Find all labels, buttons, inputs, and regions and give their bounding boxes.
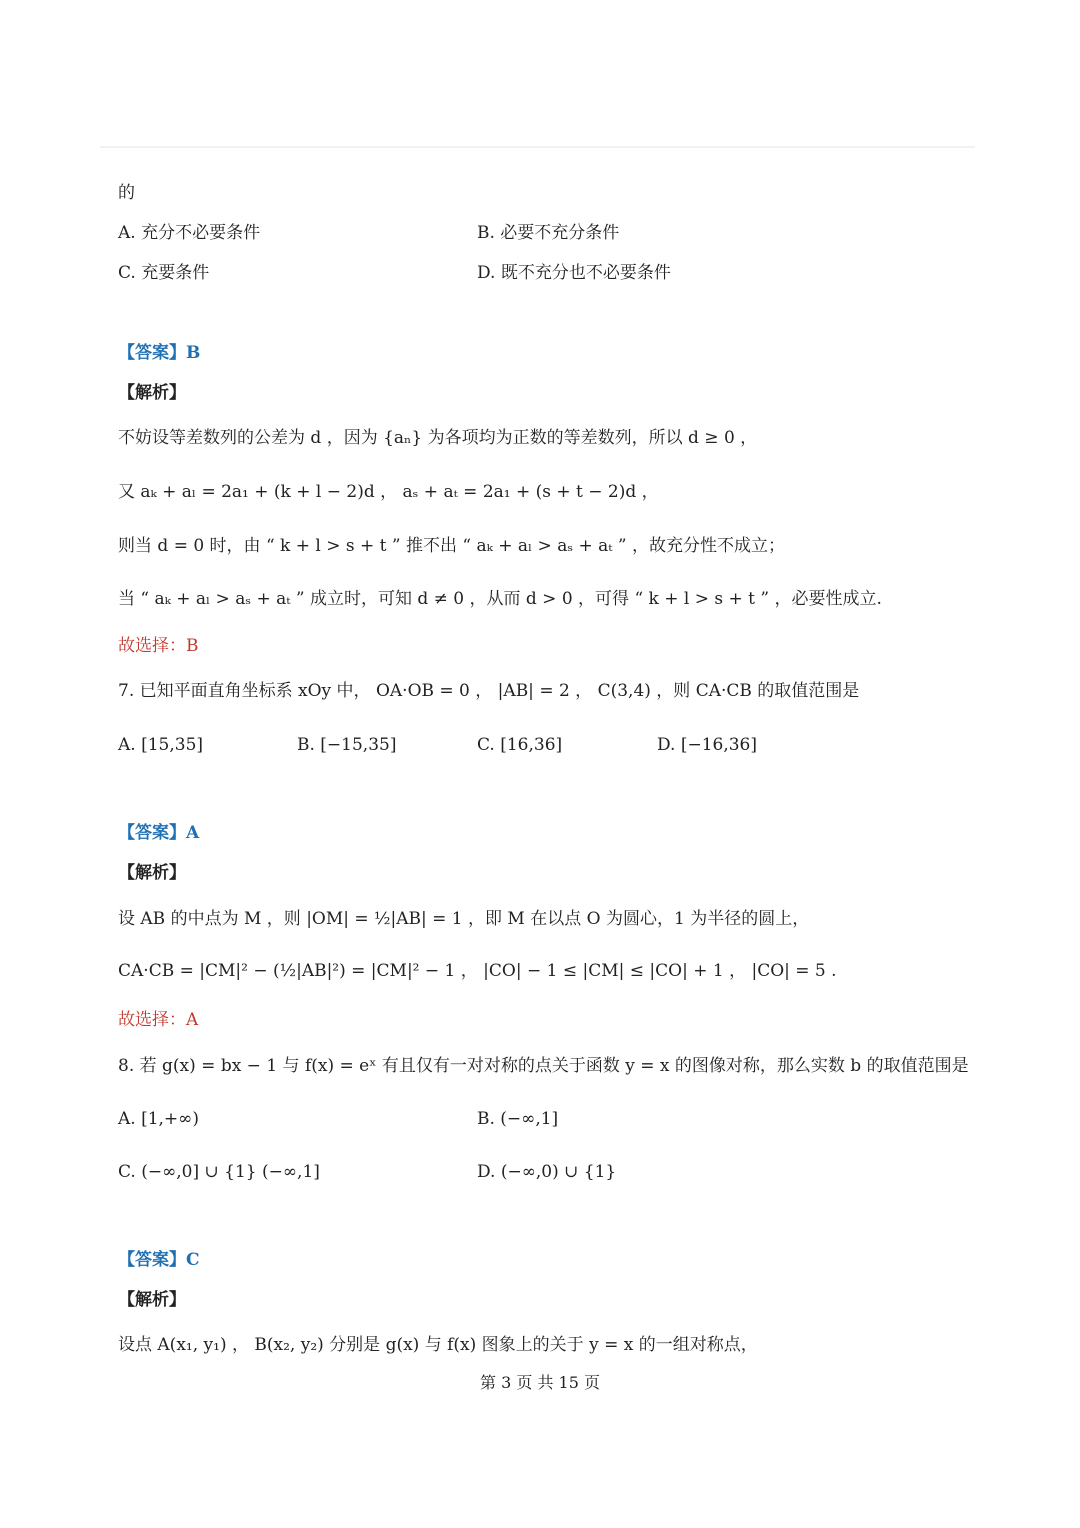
- q7-stem: 7. 已知平面直角坐标系 xOy 中， OA·OB = 0 ， |AB| = 2 ， C(3,4) ，则 CA·CB 的取值范围是: [118, 681, 860, 701]
- q8-option-b: B. (−∞,1]: [477, 1109, 559, 1129]
- scan-rule: [100, 146, 975, 148]
- q8-stem: 8. 若 g(x) = bx − 1 与 f(x) = eˣ 有且仅有一对对称的点关于函数 y = x 的图像对称，那么实数 b 的取值范围是: [118, 1056, 969, 1076]
- q6-selection: 故选择：B: [118, 636, 199, 656]
- q6-option-d: D. 既不充分也不必要条件: [477, 263, 671, 283]
- q8-option-c: C. (−∞,0] ∪ {1} (−∞,1]: [118, 1162, 320, 1182]
- q8-analysis-label: 【解析】: [118, 1290, 186, 1310]
- q6-option-b: B. 必要不充分条件: [477, 223, 620, 243]
- q6-analysis-line-1: 不妨设等差数列的公差为 d ，因为 {aₙ} 为各项均为正数的等差数列，所以 d ≥ 0 ，: [118, 428, 758, 448]
- q6-option-c: C. 充要条件: [118, 263, 210, 283]
- q6-option-a: A. 充分不必要条件: [118, 223, 261, 243]
- q8-option-d: D. (−∞,0) ∪ {1}: [477, 1162, 617, 1182]
- q7-option-b: B. [−15,35]: [297, 735, 397, 755]
- q8-option-a: A. [1,+∞): [118, 1109, 199, 1129]
- q7-option-d: D. [−16,36]: [657, 735, 758, 755]
- q6-stem-tail: 的: [118, 183, 135, 203]
- q6-analysis-label: 【解析】: [118, 383, 186, 403]
- q8-answer: 【答案】C: [118, 1250, 200, 1270]
- q7-analysis-line-1: 设 AB 的中点为 M ，则 |OM| = ½|AB| = 1 ，即 M 在以点 O 为圆心，1 为半径的圆上，: [118, 909, 810, 929]
- q6-answer: 【答案】B: [118, 343, 201, 363]
- q7-answer: 【答案】A: [118, 823, 200, 843]
- q8-analysis-line-1: 设点 A(x₁, y₁) ， B(x₂, y₂) 分别是 g(x) 与 f(x) 图象上的关于 y = x 的一组对称点，: [118, 1335, 758, 1355]
- q7-option-c: C. [16,36]: [477, 735, 563, 755]
- q6-analysis-line-3: 则当 d = 0 时，由 “ k + l > s + t ” 推不出 “ aₖ + aₗ > aₛ + aₜ ” ，故充分性不成立；: [118, 536, 785, 556]
- q6-analysis-line-4: 当 “ aₖ + aₗ > aₛ + aₜ ” 成立时，可知 d ≠ 0 ，从而 d > 0 ，可得 “ k + l > s + t ” ，必要性成立.: [118, 589, 882, 609]
- q6-analysis-line-2: 又 aₖ + aₗ = 2a₁ + (k + l − 2)d ， aₛ + aₜ = 2a₁ + (s + t − 2)d ，: [118, 482, 659, 502]
- q7-analysis-line-2: CA·CB = |CM|² − (½|AB|²) = |CM|² − 1 ， |CO| − 1 ≤ |CM| ≤ |CO| + 1 ， |CO| = 5 .: [118, 961, 837, 981]
- q7-option-a: A. [15,35]: [118, 735, 204, 755]
- q7-analysis-label: 【解析】: [118, 863, 186, 883]
- q7-selection: 故选择：A: [118, 1010, 199, 1030]
- page-footer: 第 3 页 共 15 页: [480, 1373, 600, 1392]
